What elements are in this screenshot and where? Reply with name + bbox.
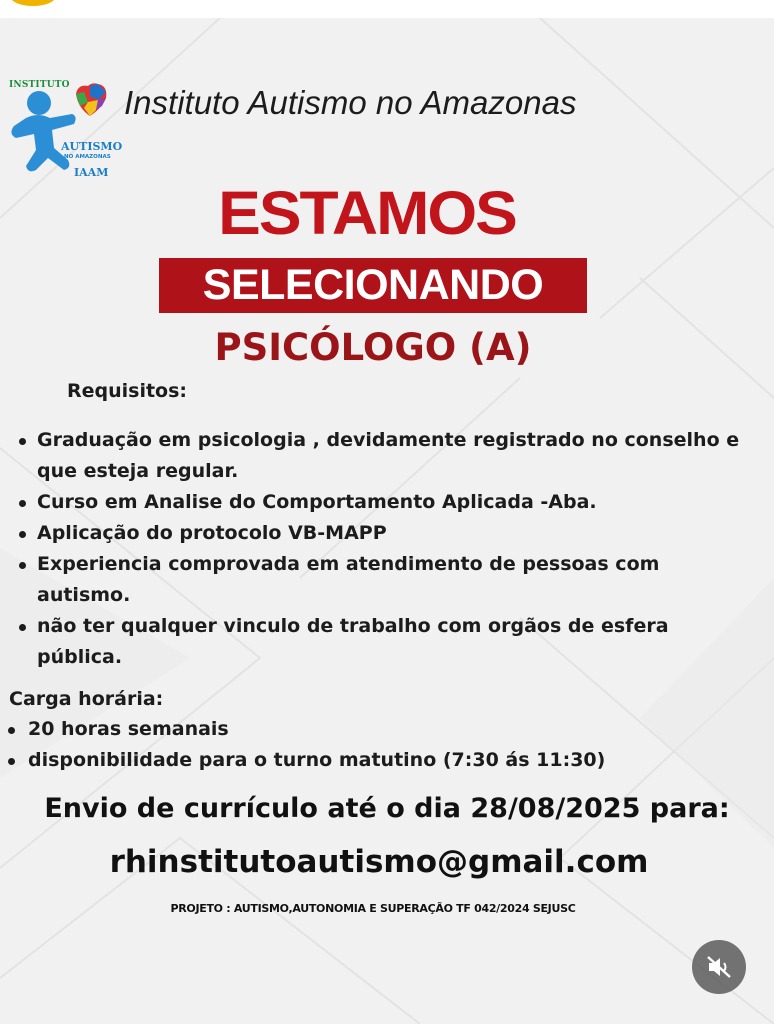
institute-logo: [6, 78, 123, 184]
job-role: PSICÓLOGO (A): [214, 326, 532, 369]
bullet-icon: [19, 438, 26, 445]
story-avatar-edge: [10, 0, 56, 6]
list-item: Experiencia comprovada em atendimento de pessoas com autismo.: [16, 549, 756, 611]
org-name: Instituto Autismo no Amazonas: [124, 84, 577, 121]
headline: ESTAMOS: [218, 178, 516, 248]
project-footer: PROJETO : AUTISMO,AUTONOMIA E SUPERAÇÃO TF 042/2024 SEJUSC: [170, 902, 576, 915]
mute-button[interactable]: [692, 940, 746, 994]
list-item: 20 horas semanais: [4, 714, 744, 745]
workload-list: [4, 714, 744, 776]
bullet-icon: [8, 727, 15, 734]
logo-text-amazonas: NO AMAZONAS: [64, 154, 111, 160]
list-item: Curso em Analise do Comportamento Aplicada -Aba.: [16, 487, 756, 518]
bullet-icon: [19, 531, 26, 538]
bullet-icon: [19, 562, 26, 569]
logo-text-instituto: INSTITUTO: [9, 80, 70, 90]
submission-deadline: Envio de currículo até o dia 28/08/2025 para:: [44, 793, 730, 824]
muted-speaker-icon: [705, 953, 733, 981]
contact-email: rhinstitutoautismo@gmail.com: [109, 844, 649, 880]
workload-title: Carga horária:: [9, 688, 164, 710]
bullet-icon: [8, 758, 15, 765]
logo-text-autismo: AUTISMO: [61, 140, 123, 153]
bullet-icon: [19, 624, 26, 631]
list-item: Graduação em psicologia , devidamente registrado no conselho e que esteja regular.: [16, 425, 756, 487]
requirements-title: Requisitos:: [67, 380, 188, 402]
requirements-list: [16, 425, 756, 673]
list-item: Aplicação do protocolo VB-MAPP: [16, 518, 756, 549]
list-item: não ter qualquer vinculo de trabalho com orgãos de esfera pública.: [16, 611, 756, 673]
top-strip: [0, 0, 774, 18]
list-item: disponibilidade para o turno matutino (7:30 ás 11:30): [4, 745, 744, 776]
logo-text-iaam: IAAM: [74, 166, 109, 179]
bullet-icon: [19, 500, 26, 507]
post-image: [0, 18, 774, 1024]
subheadline: SELECIONANDO: [202, 261, 544, 309]
